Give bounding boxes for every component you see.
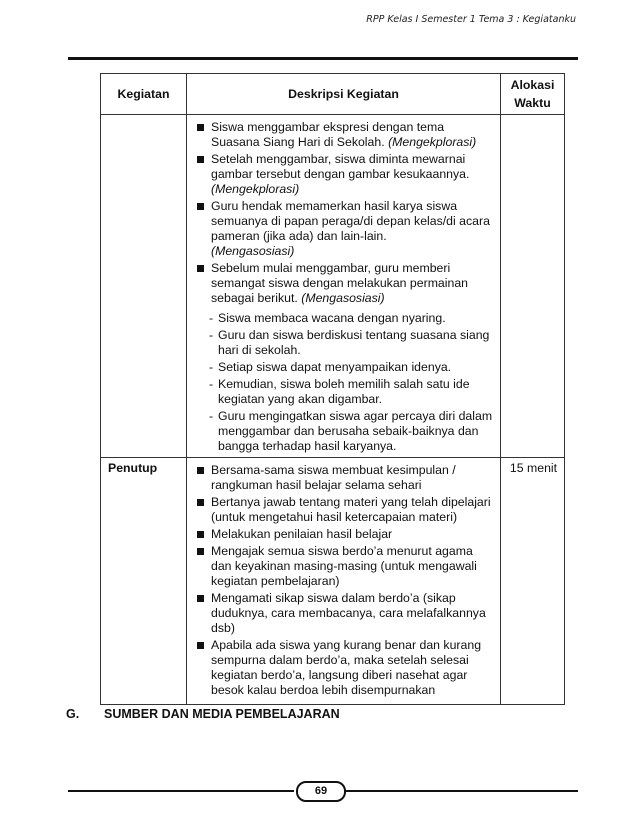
- list-item: [188, 495, 495, 525]
- section-heading: [66, 707, 340, 721]
- bullet-note: (Mengasosiasi): [301, 291, 385, 305]
- row2-label: Penutup: [101, 458, 187, 705]
- row1-dash-list: [188, 311, 499, 454]
- bullet-text: Mengamati sikap siswa dalam berdo’a (sikap duduknya, cara membacanya, cara melafalkannya dsb): [211, 591, 486, 635]
- header-kegiatan: Kegiatan: [101, 74, 187, 115]
- square-bullet-icon: [197, 548, 204, 555]
- bullet-text: Mengajak semua siswa berdo’a menurut agama dan keyakinan masing-masing (untuk mengawali kegiatan pembelajaran): [211, 544, 477, 588]
- bullet-text: Siswa menggambar ekspresi dengan tema Suasana Siang Hari di Sekolah.: [211, 120, 445, 149]
- footer-divider-left: [68, 790, 294, 792]
- square-bullet-icon: [197, 595, 204, 602]
- list-item: [188, 463, 495, 493]
- table-row: [101, 458, 565, 705]
- list-item: [188, 261, 495, 306]
- bullet-text: Guru hendak memamerkan hasil karya siswa semuanya di papan peraga/di depan kelas/di acara pameran (jika ada) dan lain-lain.: [211, 199, 490, 243]
- header-deskripsi: Deskripsi Kegiatan: [187, 74, 501, 115]
- list-item: [188, 152, 495, 197]
- bullet-note: (Mengekplorasi): [211, 182, 300, 196]
- list-item: [188, 199, 495, 259]
- list-item: [188, 527, 495, 542]
- dash-text: Guru mengingatkan siswa agar percaya diri dalam menggambar dan berusaha sebaik-baiknya dan bangga terhadap hasil karyanya.: [218, 409, 493, 453]
- bullet-text: Sebelum mulai menggambar, guru memberi semangat siswa dengan melakukan permainan sebagai berikut.: [211, 261, 469, 305]
- section-number: G.: [66, 707, 80, 721]
- section-title: SUMBER DAN MEDIA PEMBELAJARAN: [104, 707, 340, 721]
- square-bullet-icon: [197, 265, 204, 272]
- square-bullet-icon: [197, 203, 204, 210]
- dash-text: Setiap siswa dapat menyampaikan idenya.: [218, 360, 452, 374]
- dash-bullet-icon: -: [209, 360, 214, 374]
- row1-bullet-list: [188, 116, 499, 311]
- dash-bullet-icon: -: [209, 377, 214, 391]
- list-item: [209, 409, 499, 454]
- list-item: [209, 328, 499, 358]
- bullet-note: (Mengekplorasi): [388, 135, 477, 149]
- activity-table: [100, 73, 565, 705]
- header-divider: [68, 57, 578, 60]
- list-item: [209, 360, 499, 375]
- square-bullet-icon: [197, 156, 204, 163]
- row1-label: [101, 115, 187, 458]
- dash-bullet-icon: -: [209, 409, 214, 423]
- dash-bullet-icon: -: [209, 328, 214, 342]
- bullet-text: Setelah menggambar, siswa diminta mewarnai gambar tersebut dengan gambar kesukaannya.: [211, 152, 470, 181]
- bullet-text: Apabila ada siswa yang kurang benar dan kurang sempurna dalam berdo’a, maka setelah selesai kegiatan berdo’a, langsung diberi nasehat agar besok kalau berdoa lebih disempurnakan: [211, 638, 482, 697]
- table-row: [101, 115, 565, 458]
- bullet-text: Bertanya jawab tentang materi yang telah dipelajari (untuk mengetahui hasil ketercapaian materi): [211, 495, 491, 524]
- bullet-text: Melakukan penilaian hasil belajar: [211, 527, 393, 541]
- row1-description: [187, 115, 501, 458]
- square-bullet-icon: [197, 467, 204, 474]
- list-item: [188, 120, 495, 150]
- page-number: 69: [296, 781, 346, 802]
- list-item: [209, 377, 499, 407]
- header-title: RPP Kelas I Semester 1 Tema 3 : Kegiatanku: [366, 14, 576, 25]
- footer-divider-right: [344, 790, 578, 792]
- square-bullet-icon: [197, 642, 204, 649]
- list-item: [188, 591, 495, 636]
- dash-text: Kemudian, siswa boleh memilih salah satu ide kegiatan yang akan digambar.: [218, 377, 470, 406]
- dash-text: Guru dan siswa berdiskusi tentang suasana siang hari di sekolah.: [218, 328, 490, 357]
- square-bullet-icon: [197, 499, 204, 506]
- row2-time: 15 menit: [501, 458, 565, 705]
- dash-bullet-icon: -: [209, 311, 214, 325]
- list-item: [188, 544, 495, 589]
- bullet-text: Bersama-sama siswa membuat kesimpulan / rangkuman hasil belajar selama sehari: [211, 463, 456, 492]
- bullet-note: (Mengasosiasi): [211, 244, 295, 258]
- header-alokasi: Alokasi Waktu: [501, 74, 565, 115]
- dash-text: Siswa membaca wacana dengan nyaring.: [218, 311, 446, 325]
- square-bullet-icon: [197, 531, 204, 538]
- square-bullet-icon: [197, 124, 204, 131]
- table-header-row: [101, 74, 565, 115]
- activity-table-wrapper: [100, 73, 564, 705]
- row2-bullet-list: [188, 459, 499, 703]
- list-item: [188, 638, 495, 698]
- list-item: [209, 311, 499, 326]
- row1-time: [501, 115, 565, 458]
- row2-description: [187, 458, 501, 705]
